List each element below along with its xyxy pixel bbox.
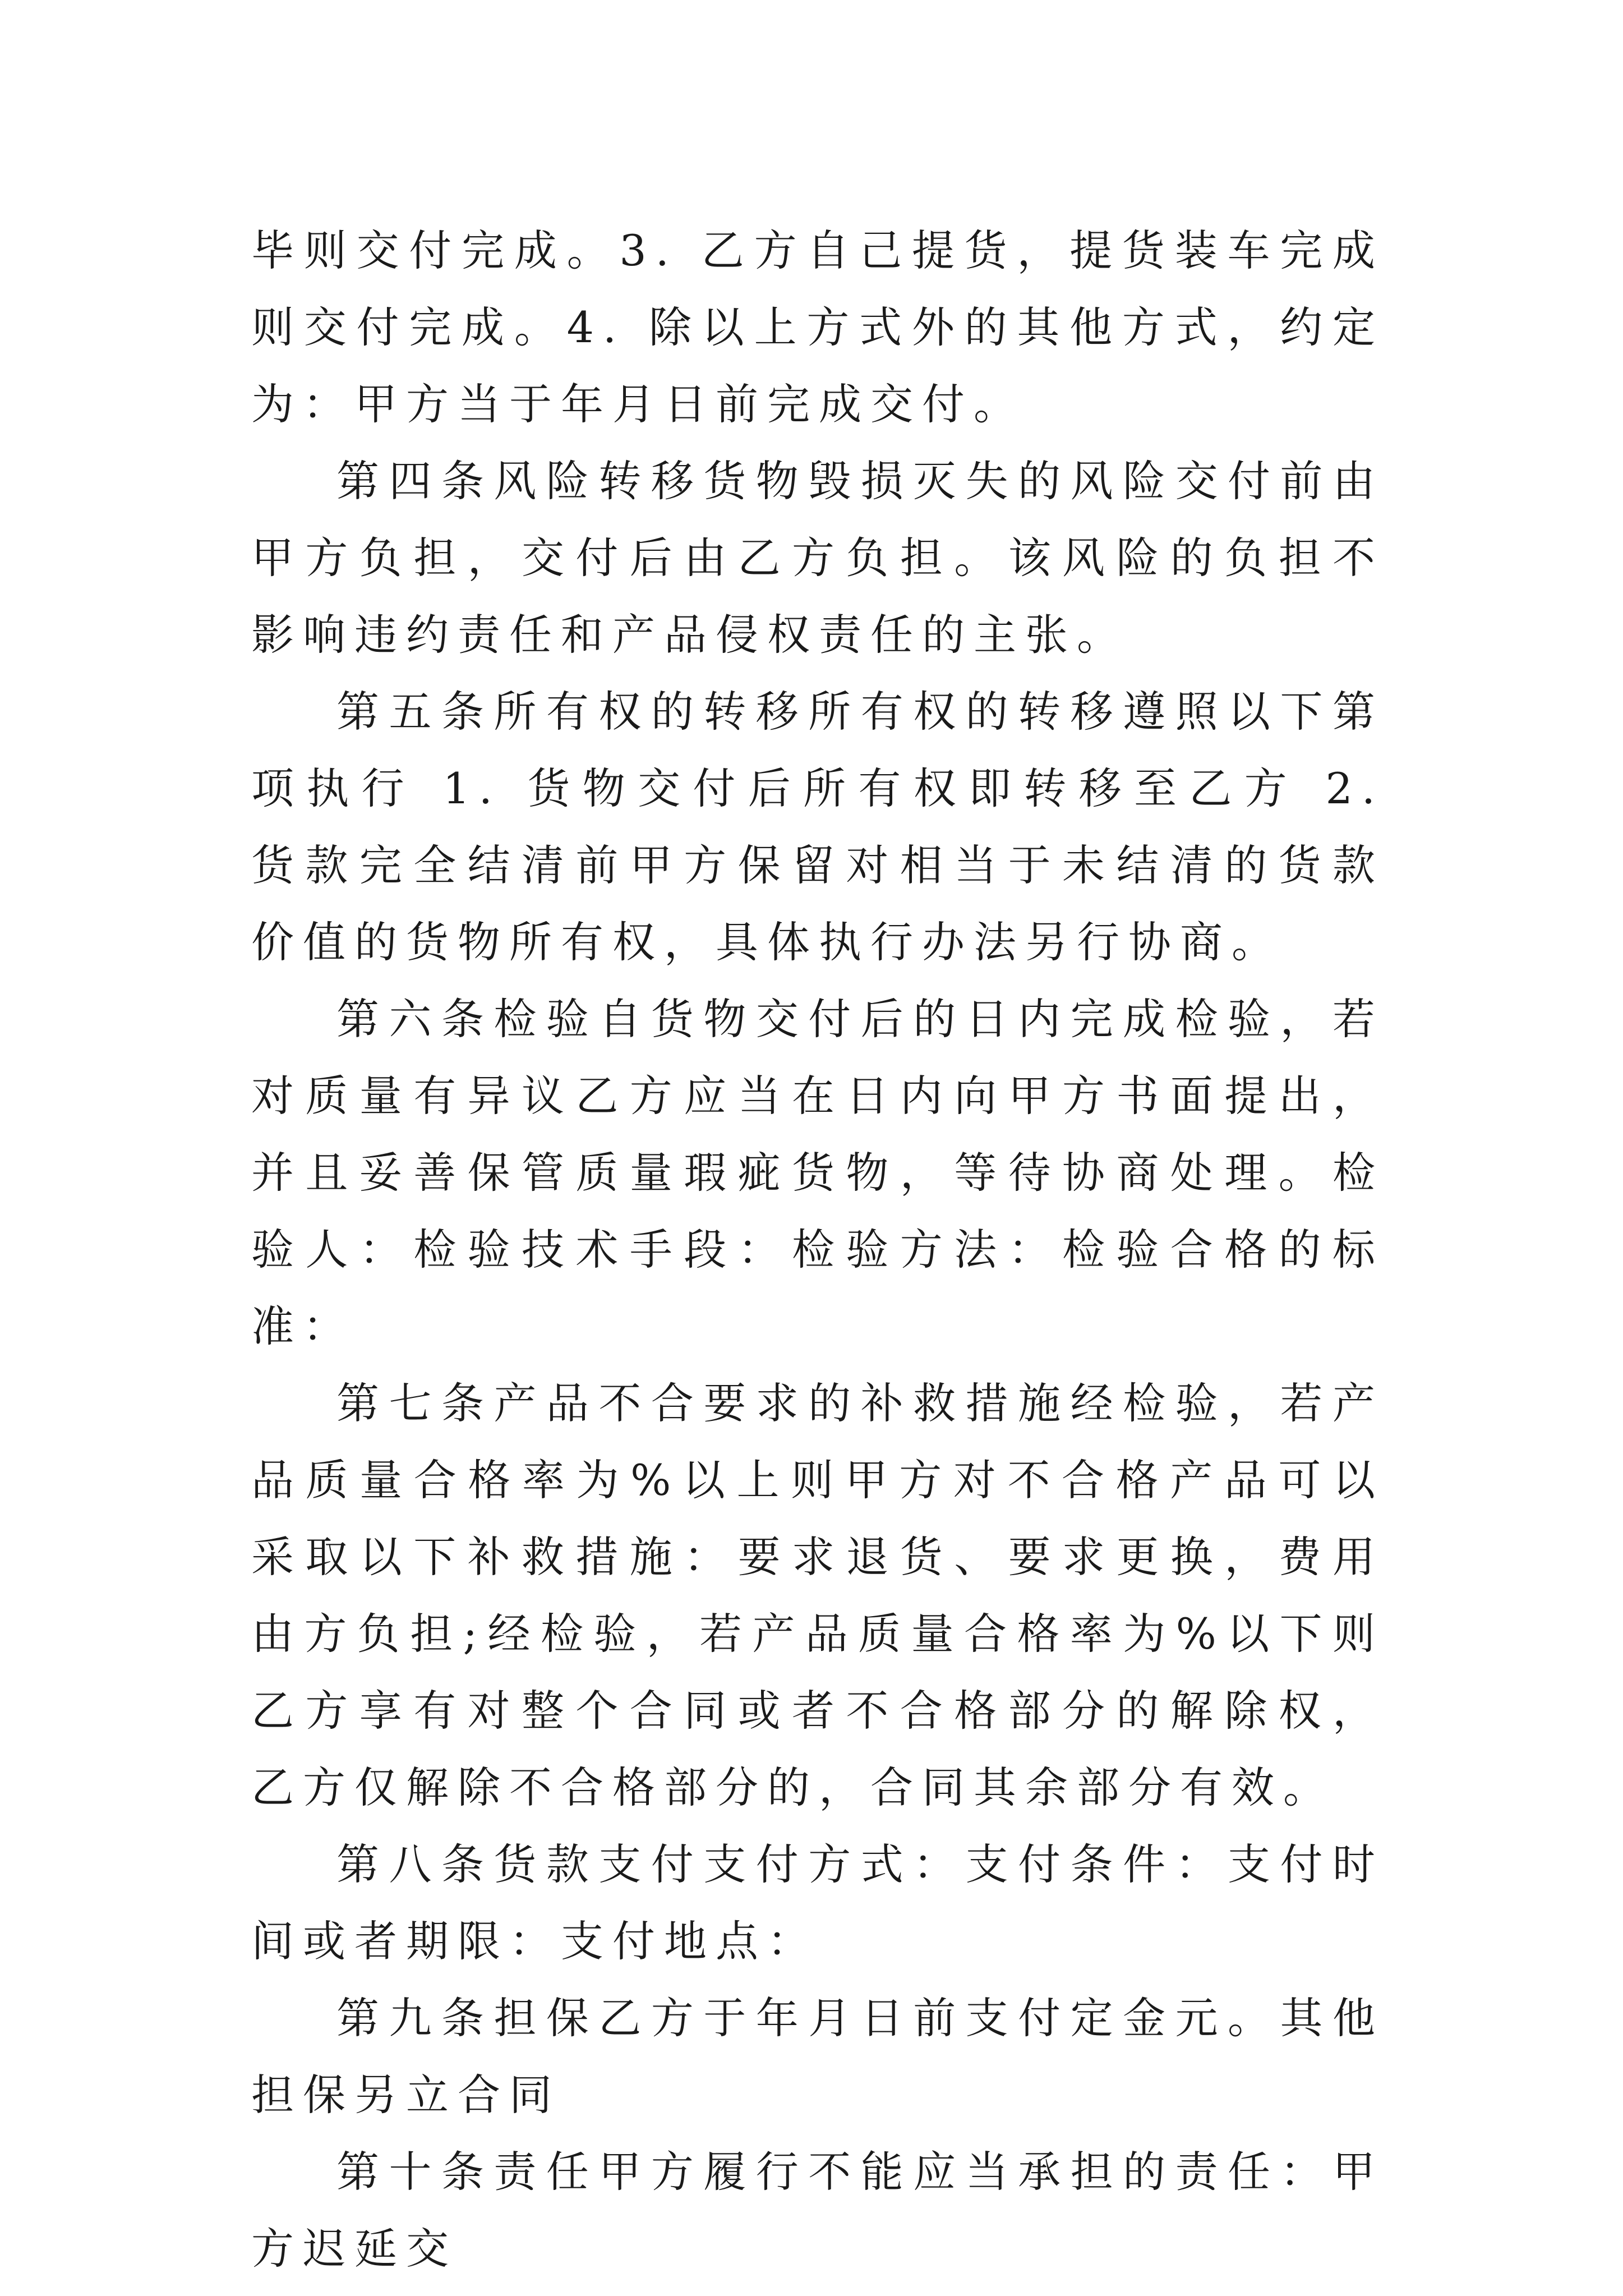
paragraph-article-9-guarantee: 第九条担保乙方于年月日前支付定金元。其他担保另立合同 <box>251 1993 1384 2120</box>
paragraph-article-5-ownership-transfer: 第五条所有权的转移所有权的转移遵照以下第项执行 1. 货物交付后所有权即转移至乙方 2. 货款完全结清前甲方保留对相当于未结清的货款价值的货物所有权，具体执行办法另行协商。 <box>251 687 1384 967</box>
paragraph-article-10-liability: 第十条责任甲方履行不能应当承担的责任：甲方迟延交 <box>251 2147 1384 2274</box>
paragraph-article-4-risk-transfer: 第四条风险转移货物毁损灭失的风险交付前由甲方负担，交付后由乙方负担。该风险的负担不影响违约责任和产品侵权责任的主张。 <box>251 456 1384 660</box>
paragraph-article-8-payment: 第八条货款支付支付方式：支付条件：支付时间或者期限：支付地点： <box>251 1839 1384 1966</box>
paragraph-article-6-inspection: 第六条检验自货物交付后的日内完成检验，若对质量有异议乙方应当在日内向甲方书面提出，并且妥善保管质量瑕疵货物，等待协商处理。检验人：检验技术手段：检验方法：检验合格的标准： <box>251 994 1384 1351</box>
document-body <box>251 212 1384 2287</box>
paragraph-delivery-continued: 毕则交付完成。3. 乙方自己提货，提货装车完成则交付完成。4. 除以上方式外的其他方式，约定为：甲方当于年月日前完成交付。 <box>251 226 1384 429</box>
paragraph-article-7-remedies: 第七条产品不合要求的补救措施经检验，若产品质量合格率为%以上则甲方对不合格产品可以采取以下补救措施：要求退货、要求更换，费用由方负担;经检验，若产品质量合格率为%以下则乙方享有对整个合同或者不合格部分的解除权，乙方仅解除不合格部分的，合同其余部分有效。 <box>251 1378 1384 1812</box>
